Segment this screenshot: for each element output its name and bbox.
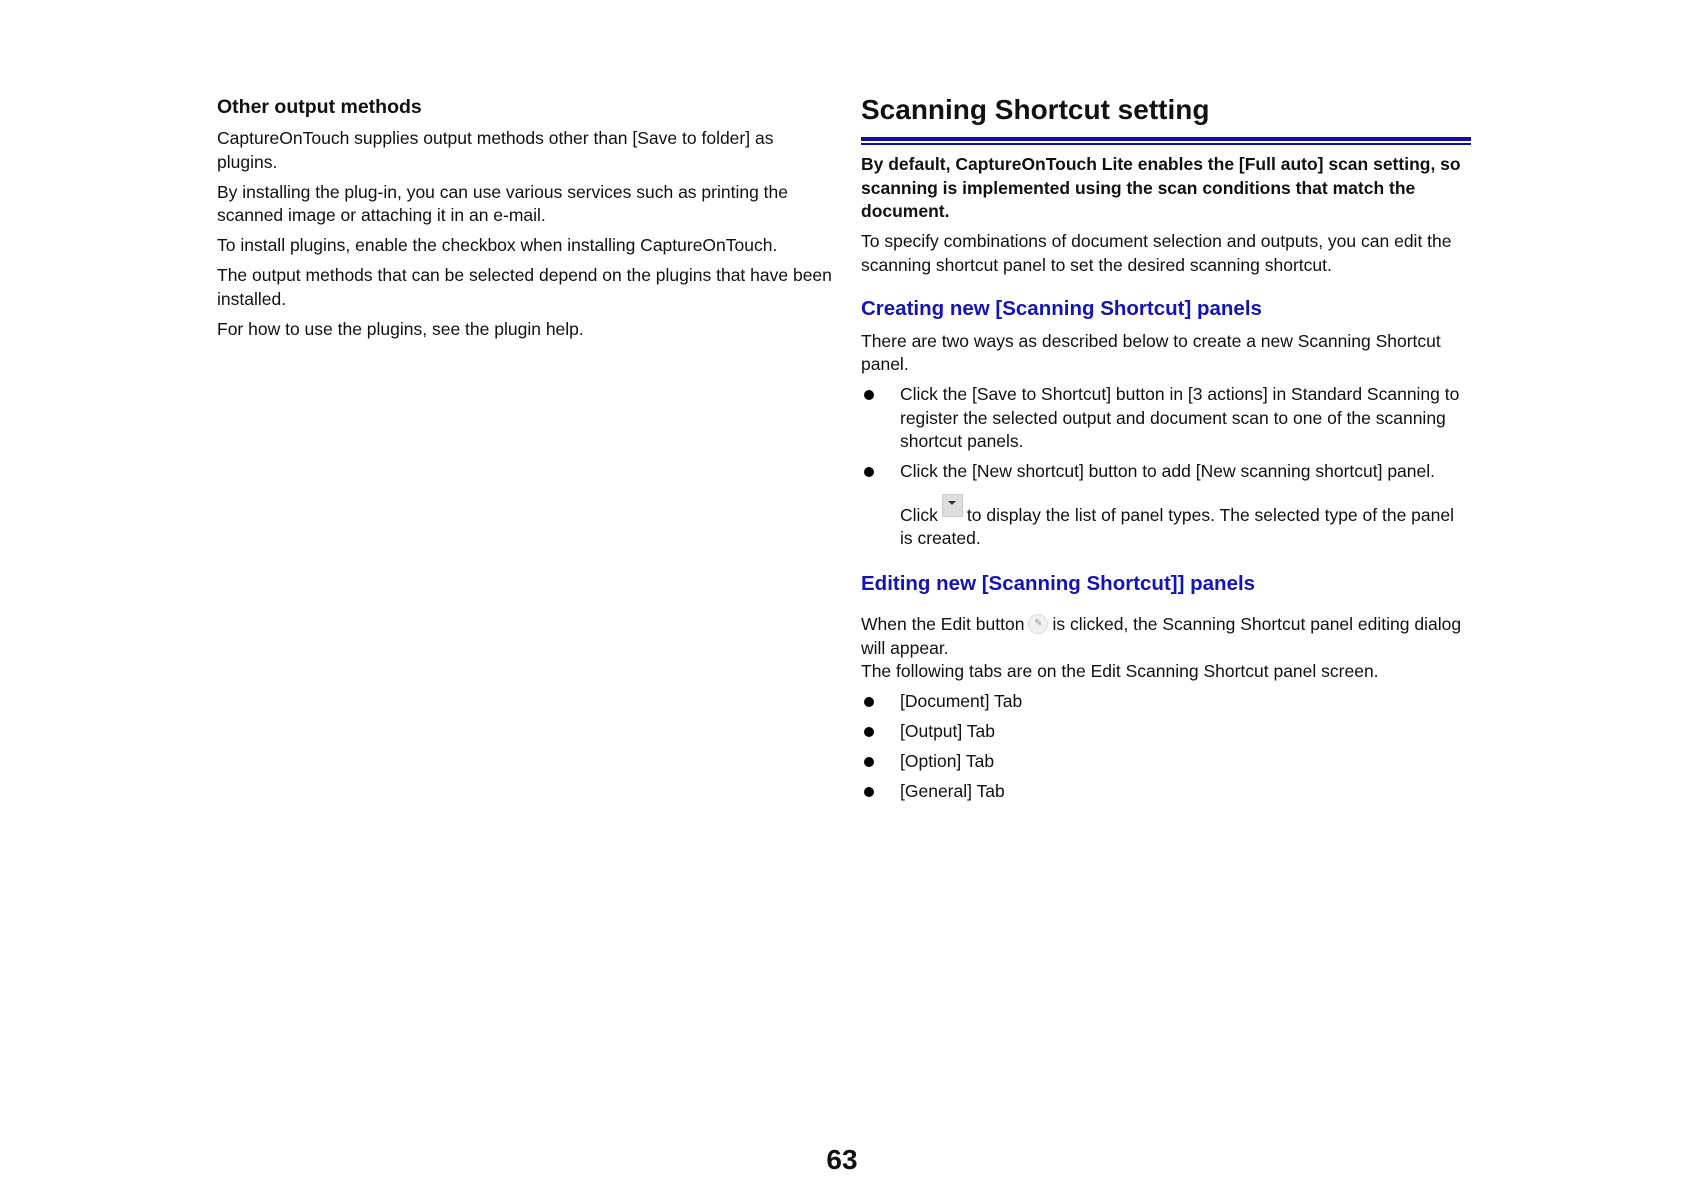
list-item-text: Click the [Save to Shortcut] button in [3 actions] in Standard Scanning to register the selected output and document scan to one of the scanning shortcut panels. bbox=[900, 384, 1460, 451]
list-item-text: Click the [New shortcut] button to add [New scanning shortcut] panel. bbox=[900, 461, 1436, 481]
bullet-icon bbox=[864, 467, 874, 477]
list-item bbox=[861, 383, 1471, 454]
paragraph: For how to use the plugins, see the plugin help. bbox=[217, 318, 584, 339]
tabs-list bbox=[861, 690, 1471, 804]
note-text: to display the list of panel types. The selected type of the panel is created. bbox=[900, 504, 1454, 548]
list-item bbox=[861, 690, 1471, 714]
dropdown-arrow-icon bbox=[942, 494, 963, 517]
left-column bbox=[217, 95, 832, 348]
paragraph: There are two ways as described below to create a new Scanning Shortcut panel. bbox=[861, 330, 1441, 374]
creating-list bbox=[861, 383, 1471, 484]
page-number: 63 bbox=[826, 1144, 858, 1175]
page-title: Scanning Shortcut setting bbox=[861, 94, 1210, 125]
bullet-icon bbox=[864, 390, 874, 400]
list-item-text: [Document] Tab bbox=[900, 691, 1023, 711]
section-heading-creating: Creating new [Scanning Shortcut] panels bbox=[861, 296, 1262, 320]
paragraph: The following tabs are on the Edit Scanning Shortcut panel screen. bbox=[861, 661, 1379, 681]
bullet-icon bbox=[864, 727, 874, 737]
list-item-text: [Option] Tab bbox=[900, 751, 995, 771]
section-heading-editing: Editing new [Scanning Shortcut]] panels bbox=[861, 572, 1256, 595]
paragraph bbox=[861, 613, 1471, 660]
list-item-text: [Output] Tab bbox=[900, 721, 996, 741]
section-heading: Other output methods bbox=[217, 96, 422, 118]
note-text: Click bbox=[900, 504, 938, 525]
list-item bbox=[861, 750, 1471, 774]
text: is clicked, the Scanning Shortcut panel editing dialog will appear. bbox=[861, 614, 1462, 658]
right-column bbox=[861, 93, 1471, 810]
bullet-icon bbox=[864, 757, 874, 767]
list-item bbox=[861, 460, 1471, 484]
bullet-icon bbox=[864, 787, 874, 797]
intro-text: To specify combinations of document selection and outputs, you can edit the scanning shortcut panel to set the desired scanning shortcut. bbox=[861, 231, 1452, 275]
paragraph: CaptureOnTouch supplies output methods other than [Save to folder] as plugins. bbox=[217, 128, 774, 172]
pencil-edit-icon: ✎ bbox=[1028, 614, 1048, 634]
paragraph: The output methods that can be selected depend on the plugins that have been installed. bbox=[217, 265, 832, 309]
text: When the Edit button bbox=[861, 614, 1025, 634]
paragraph: By installing the plug-in, you can use various services such as printing the scanned image or attaching it in an e-mail. bbox=[217, 181, 788, 225]
title-rule bbox=[861, 137, 1471, 145]
list-item-text: [General] Tab bbox=[900, 781, 1005, 801]
intro-bold: By default, CaptureOnTouch Lite enables the [Full auto] scan setting, so scanning is implemented using the scan conditions that match the document. bbox=[861, 154, 1461, 221]
note bbox=[861, 494, 1471, 551]
list-item bbox=[861, 780, 1471, 804]
list-item bbox=[861, 720, 1471, 744]
paragraph: To install plugins, enable the checkbox when installing CaptureOnTouch. bbox=[217, 235, 778, 255]
bullet-icon bbox=[864, 697, 874, 707]
